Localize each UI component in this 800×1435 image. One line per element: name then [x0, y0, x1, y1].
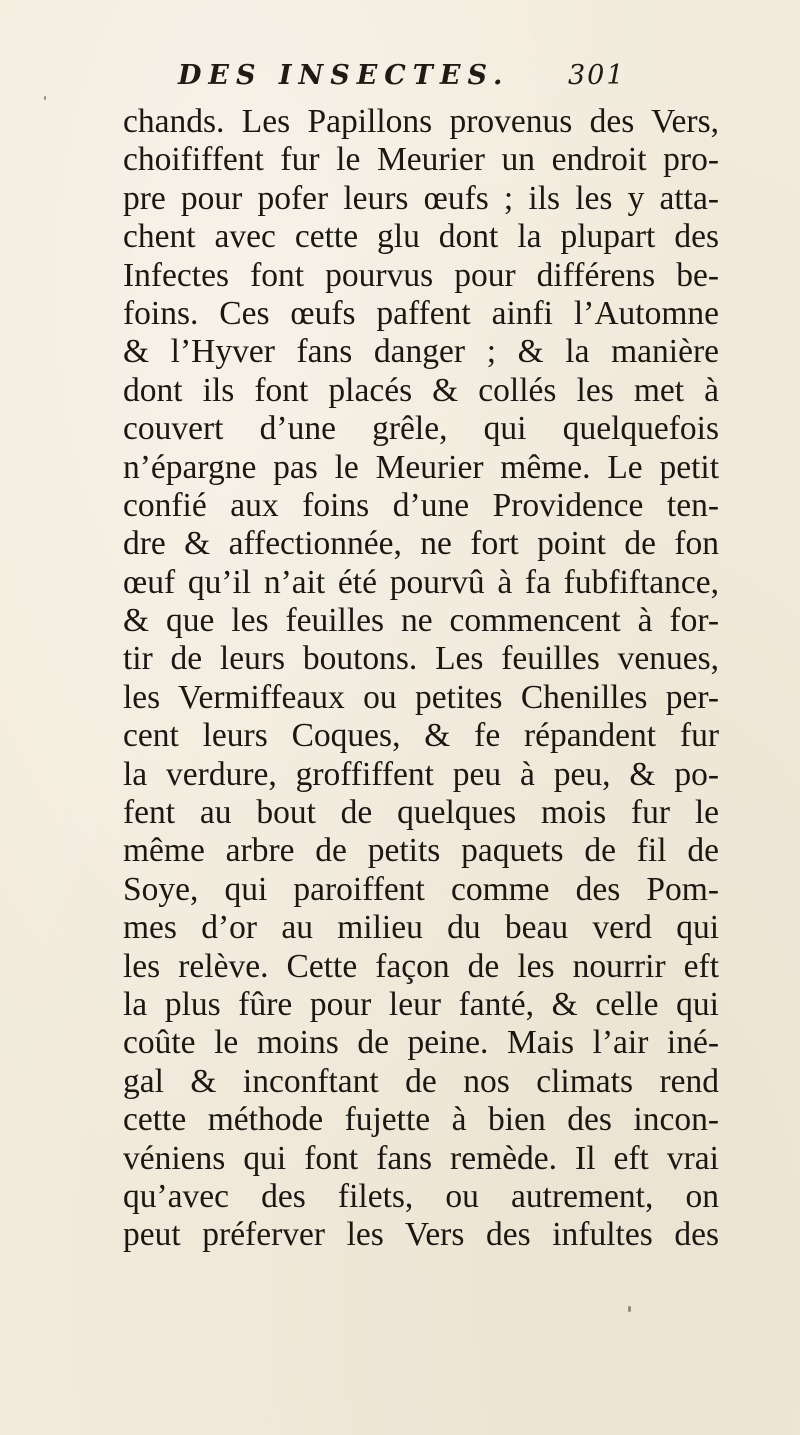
page-number: 301 — [568, 60, 626, 91]
text-line: coûte le moins de peine. Mais l’air iné- — [123, 1024, 719, 1062]
text-line: Infectes font pourvus pour différens be- — [123, 256, 719, 294]
text-line: les relève. Cette façon de les nourrir eft — [123, 947, 719, 985]
text-line: & que les feuilles ne commencent à for- — [123, 602, 719, 640]
paper-speck — [628, 1306, 631, 1312]
text-line: la verdure, groffiffent peu à peu, & po- — [123, 755, 719, 793]
running-head — [178, 58, 698, 98]
text-line: chands. Les Papillons provenus des Vers, — [123, 103, 719, 140]
text-line: fent au bout de quelques mois fur le — [123, 794, 719, 832]
text-line: les Vermiffeaux ou petites Chenilles per- — [123, 678, 719, 716]
text-line: pre pour pofer leurs œufs ; ils les y atta- — [123, 179, 719, 217]
text-line: chent avec cette glu dont la plupart des — [123, 218, 719, 256]
text-line: & l’Hyver fans danger ; & la manière — [123, 333, 719, 371]
text-line: n’épargne pas le Meurier même. Le petit — [123, 448, 719, 486]
text-line: gal & inconftant de nos climats rend — [123, 1062, 719, 1100]
text-line: dre & affectionnée, ne fort point de fon — [123, 525, 719, 563]
text-line: qu’avec des filets, ou autrement, on — [123, 1177, 719, 1215]
text-line: cette méthode fujette à bien des incon- — [123, 1101, 719, 1139]
text-line: mes d’or au milieu du beau verd qui — [123, 909, 719, 947]
text-line: la plus fûre pour leur fanté, & celle qui — [123, 985, 719, 1023]
text-line: véniens qui font fans remède. Il eft vrai — [123, 1139, 719, 1177]
text-line: cent leurs Coques, & fe répandent fur — [123, 717, 719, 755]
text-line: œuf qu’il n’ait été pourvû à fa fubfiftance, — [123, 563, 719, 601]
text-line: tir de leurs boutons. Les feuilles venues, — [123, 640, 719, 678]
body-text — [123, 103, 719, 1255]
text-line: peut préferver les Vers des infultes des — [123, 1216, 719, 1254]
text-line: même arbre de petits paquets de fil de — [123, 832, 719, 870]
text-line: choififfent fur le Meurier un endroit pro- — [123, 141, 719, 179]
text-line: dont ils font placés & collés les met à — [123, 371, 719, 409]
text-line: foins. Ces œufs paffent ainfi l’Automne — [123, 294, 719, 332]
text-line: Soye, qui paroiffent comme des Pom- — [123, 870, 719, 908]
text-line: couvert d’une grêle, qui quelquefois — [123, 410, 719, 448]
text-line: confié aux foins d’une Providence ten- — [123, 486, 719, 524]
running-head-title: DES INSECTES. — [178, 60, 510, 91]
paper-speck — [44, 96, 46, 100]
